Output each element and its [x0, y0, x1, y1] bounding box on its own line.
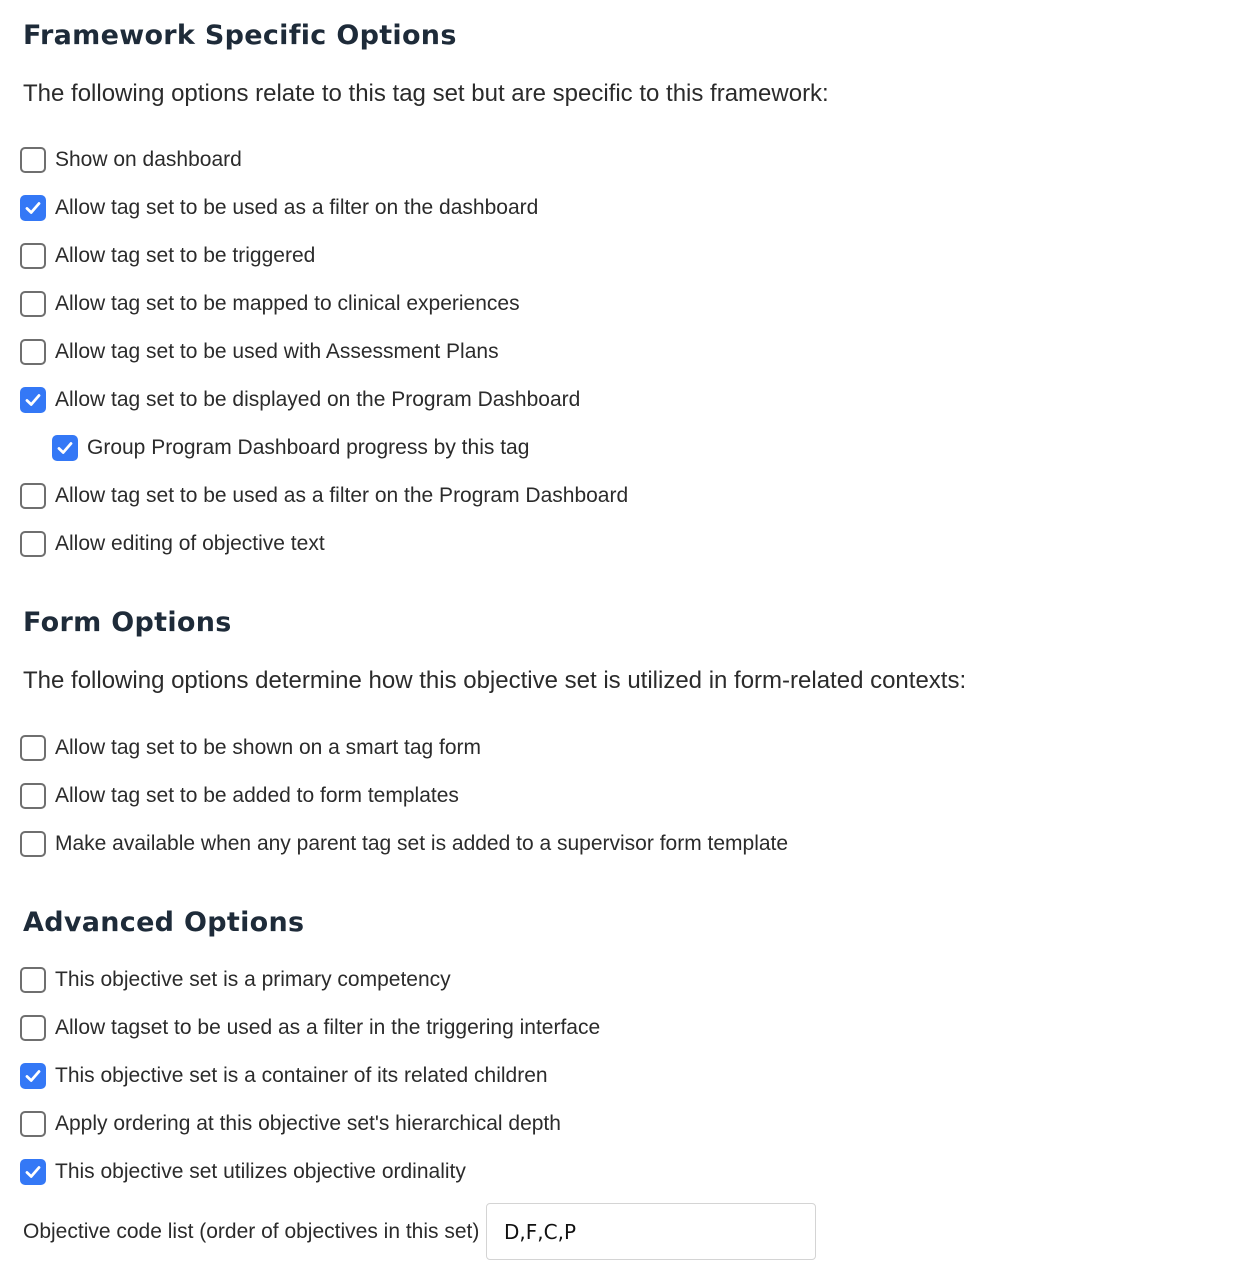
option-label: This objective set is a container of its related children [55, 1064, 548, 1087]
checkbox[interactable] [20, 783, 46, 809]
objective-code-list-label: Objective code list (order of objectives in this set) [23, 1220, 480, 1243]
option-label: Apply ordering at this objective set's hierarchical depth [55, 1112, 561, 1135]
option-label: Allow tagset to be used as a filter in the triggering interface [55, 1016, 601, 1039]
option-edit-objective-text[interactable] [20, 530, 325, 558]
option-clinical-experiences[interactable] [20, 290, 520, 318]
option-triggering-filter[interactable] [20, 1014, 600, 1042]
option-label: Allow tag set to be displayed on the Program Dashboard [55, 388, 581, 411]
option-form-templates[interactable] [20, 782, 459, 810]
option-filter-on-dashboard[interactable] [20, 194, 538, 222]
option-label: Make available when any parent tag set is added to a supervisor form template [55, 832, 789, 855]
option-primary-competency[interactable] [20, 966, 451, 994]
checkbox[interactable] [20, 531, 46, 557]
checkbox[interactable] [20, 1159, 46, 1185]
option-hierarchical-ordering[interactable] [20, 1110, 561, 1138]
option-label: Show on dashboard [55, 148, 242, 171]
option-label: Allow tag set to be shown on a smart tag form [55, 736, 482, 759]
checkbox[interactable] [20, 387, 46, 413]
checkbox[interactable] [20, 1015, 46, 1041]
option-label: Allow tag set to be mapped to clinical experiences [55, 292, 520, 315]
option-label: Allow tag set to be used as a filter on the dashboard [55, 196, 539, 219]
checkbox[interactable] [20, 147, 46, 173]
framework-options-heading: Framework Specific Options [23, 20, 457, 51]
option-supervisor-form-template[interactable] [20, 830, 788, 858]
option-label: Allow editing of objective text [55, 532, 325, 555]
form-options-description: The following options determine how this objective set is utilized in form-related contexts: [23, 667, 967, 694]
option-program-dashboard-filter[interactable] [20, 482, 628, 510]
advanced-options-heading: Advanced Options [23, 907, 305, 938]
checkbox[interactable] [20, 291, 46, 317]
checkbox[interactable] [52, 435, 78, 461]
checkbox[interactable] [20, 339, 46, 365]
option-label: Allow tag set to be added to form templates [55, 784, 459, 807]
checkbox[interactable] [20, 735, 46, 761]
checkbox[interactable] [20, 243, 46, 269]
checkbox[interactable] [20, 831, 46, 857]
checkbox[interactable] [20, 1111, 46, 1137]
option-objective-ordinality[interactable] [20, 1158, 466, 1186]
checkbox[interactable] [20, 967, 46, 993]
option-assessment-plans[interactable] [20, 338, 499, 366]
option-label: Group Program Dashboard progress by this tag [87, 436, 530, 459]
checkbox[interactable] [20, 195, 46, 221]
option-label: Allow tag set to be used with Assessment Plans [55, 340, 499, 363]
framework-options-description: The following options relate to this tag set but are specific to this framework: [23, 80, 829, 107]
option-label: This objective set utilizes objective ordinality [55, 1160, 466, 1183]
option-program-dashboard-display[interactable] [20, 386, 580, 414]
checkbox[interactable] [20, 1063, 46, 1089]
objective-code-list-input[interactable] [486, 1203, 816, 1260]
option-triggered[interactable] [20, 242, 315, 270]
option-container-of-children[interactable] [20, 1062, 548, 1090]
option-label: This objective set is a primary competency [55, 968, 451, 991]
form-options-heading: Form Options [23, 607, 232, 638]
option-label: Allow tag set to be triggered [55, 244, 316, 267]
option-group-progress-by-tag[interactable] [52, 434, 529, 462]
checkbox[interactable] [20, 483, 46, 509]
option-smart-tag-form[interactable] [20, 734, 481, 762]
option-show-on-dashboard[interactable] [20, 146, 242, 174]
option-label: Allow tag set to be used as a filter on the Program Dashboard [55, 484, 629, 507]
